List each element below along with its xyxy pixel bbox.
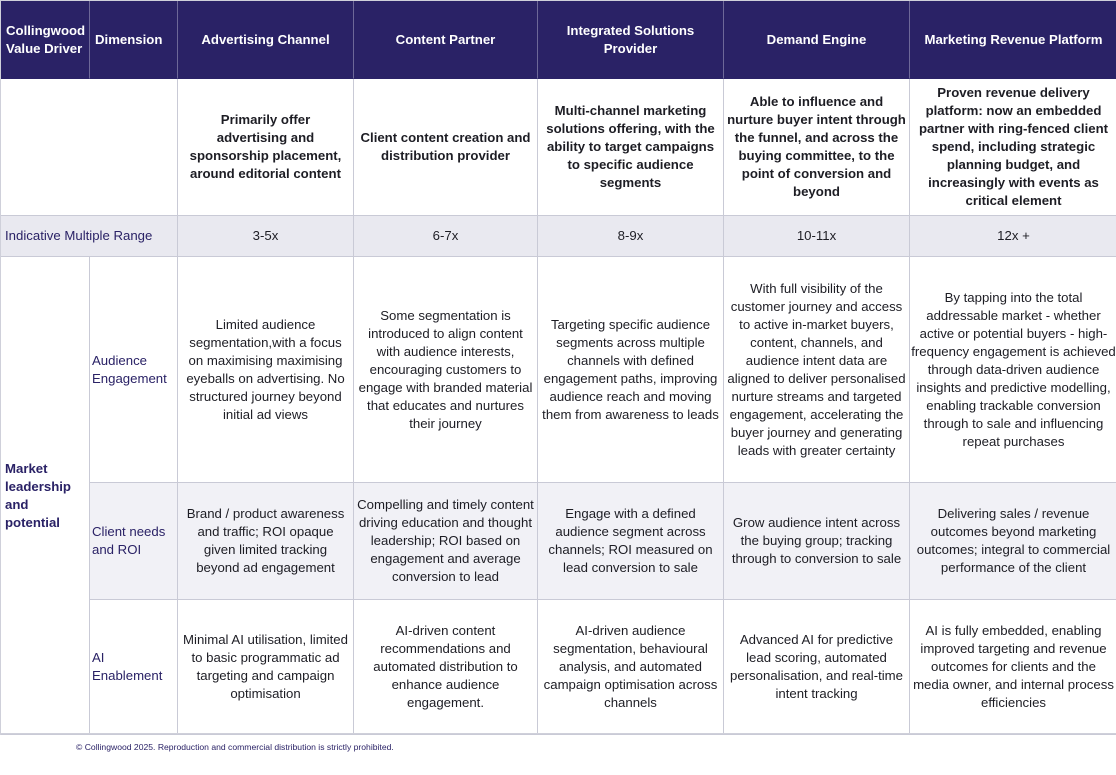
market-leadership-label: Market leadership and potential [1, 257, 90, 735]
header-demand-engine: Demand Engine [724, 1, 910, 79]
ai-enablement-marketing-revenue-platform: AI is fully embedded, enabling improved targeting and revenue outcomes for clients and the media owner, and internal process efficiencies [910, 600, 1116, 735]
row-label-ai-enablement: AI Enablement [90, 600, 178, 735]
audience-engagement-advertising-channel: Limited audience segmentation,with a focus on maximising maximising eyeballs on advertising. No structured journey beyond initial ad views [178, 257, 354, 483]
ai-enablement-integrated-solutions-provider: AI-driven audience segmentation, behavioural analysis, and automated campaign optimisation across channels [538, 600, 724, 735]
description-content-partner: Client content creation and distribution provider [354, 79, 538, 216]
client-needs-advertising-channel: Brand / product awareness and traffic; ROI opaque given limited tracking beyond ad engagement [178, 483, 354, 600]
header-dimension: Dimension [90, 1, 178, 79]
description-marketing-revenue-platform: Proven revenue delivery platform: now an embedded partner with ring-fenced client spend, including strategic planning budget, and increasingly with events as critical element [910, 79, 1116, 216]
header-integrated-solutions-provider: Integrated Solutions Provider [538, 1, 724, 79]
footer [0, 733, 1116, 775]
description-demand-engine: Able to influence and nurture buyer intent through the funnel, and across the buying committee, to the point of conversion and beyond [724, 79, 910, 216]
multiple-advertising-channel: 3-5x [178, 216, 354, 257]
copyright-notice: © Collingwood 2025. Reproduction and commercial distribution is strictly prohibited. [76, 742, 394, 752]
multiple-content-partner: 6-7x [354, 216, 538, 257]
client-needs-demand-engine: Grow audience intent across the buying group; tracking through to conversion to sale [724, 483, 910, 600]
multiple-integrated-solutions-provider: 8-9x [538, 216, 724, 257]
header-driver: Collingwood Value Driver [1, 1, 90, 79]
audience-engagement-content-partner: Some segmentation is introduced to align content with audience interests, encouraging customers to engage with branded material that educates and nurtures their journey [354, 257, 538, 483]
description-row-label [1, 79, 178, 216]
audience-engagement-integrated-solutions-provider: Targeting specific audience segments across multiple channels with defined engagement paths, improving audience reach and moving them from awareness to leads [538, 257, 724, 483]
multiple-range-label: Indicative Multiple Range [1, 216, 178, 257]
header-advertising-channel: Advertising Channel [178, 1, 354, 79]
description-integrated-solutions-provider: Multi-channel marketing solutions offering, with the ability to target campaigns to specific audience segments [538, 79, 724, 216]
client-needs-marketing-revenue-platform: Delivering sales / revenue outcomes beyond marketing outcomes; integral to commercial performance of the client [910, 483, 1116, 600]
audience-engagement-demand-engine: With full visibility of the customer journey and access to active in-market buyers, content, channels, and audience intent data are aligned to deliver personalised nurture streams and targeted engagement, accelerating the buyer journey and generating leads with greater certainty [724, 257, 910, 483]
client-needs-content-partner: Compelling and timely content driving education and thought leadership; ROI based on engagement and average conversion to lead [354, 483, 538, 600]
audience-engagement-marketing-revenue-platform: By tapping into the total addressable market - whether active or potential buyers - high-frequency engagement is achieved through data-driven audience insights and predictive modelling, enabling trackable conversion through to sale and influencing repeat purchases [910, 257, 1116, 483]
ai-enablement-advertising-channel: Minimal AI utilisation, limited to basic programmatic ad targeting and campaign optimisation [178, 600, 354, 735]
row-label-client-needs-roi: Client needs and ROI [90, 483, 178, 600]
ai-enablement-demand-engine: Advanced AI for predictive lead scoring, automated personalisation, and real-time intent tracking [724, 600, 910, 735]
multiple-demand-engine: 10-11x [724, 216, 910, 257]
row-label-audience-engagement: Audience Engagement [90, 257, 178, 483]
multiple-marketing-revenue-platform: 12x + [910, 216, 1116, 257]
client-needs-integrated-solutions-provider: Engage with a defined audience segment across channels; ROI measured on lead conversion to sale [538, 483, 724, 600]
header-marketing-revenue-platform: Marketing Revenue Platform [910, 1, 1116, 79]
ai-enablement-content-partner: AI-driven content recommendations and automated distribution to enhance audience engagement. [354, 600, 538, 735]
header-content-partner: Content Partner [354, 1, 538, 79]
description-advertising-channel: Primarily offer advertising and sponsorship placement, around editorial content [178, 79, 354, 216]
